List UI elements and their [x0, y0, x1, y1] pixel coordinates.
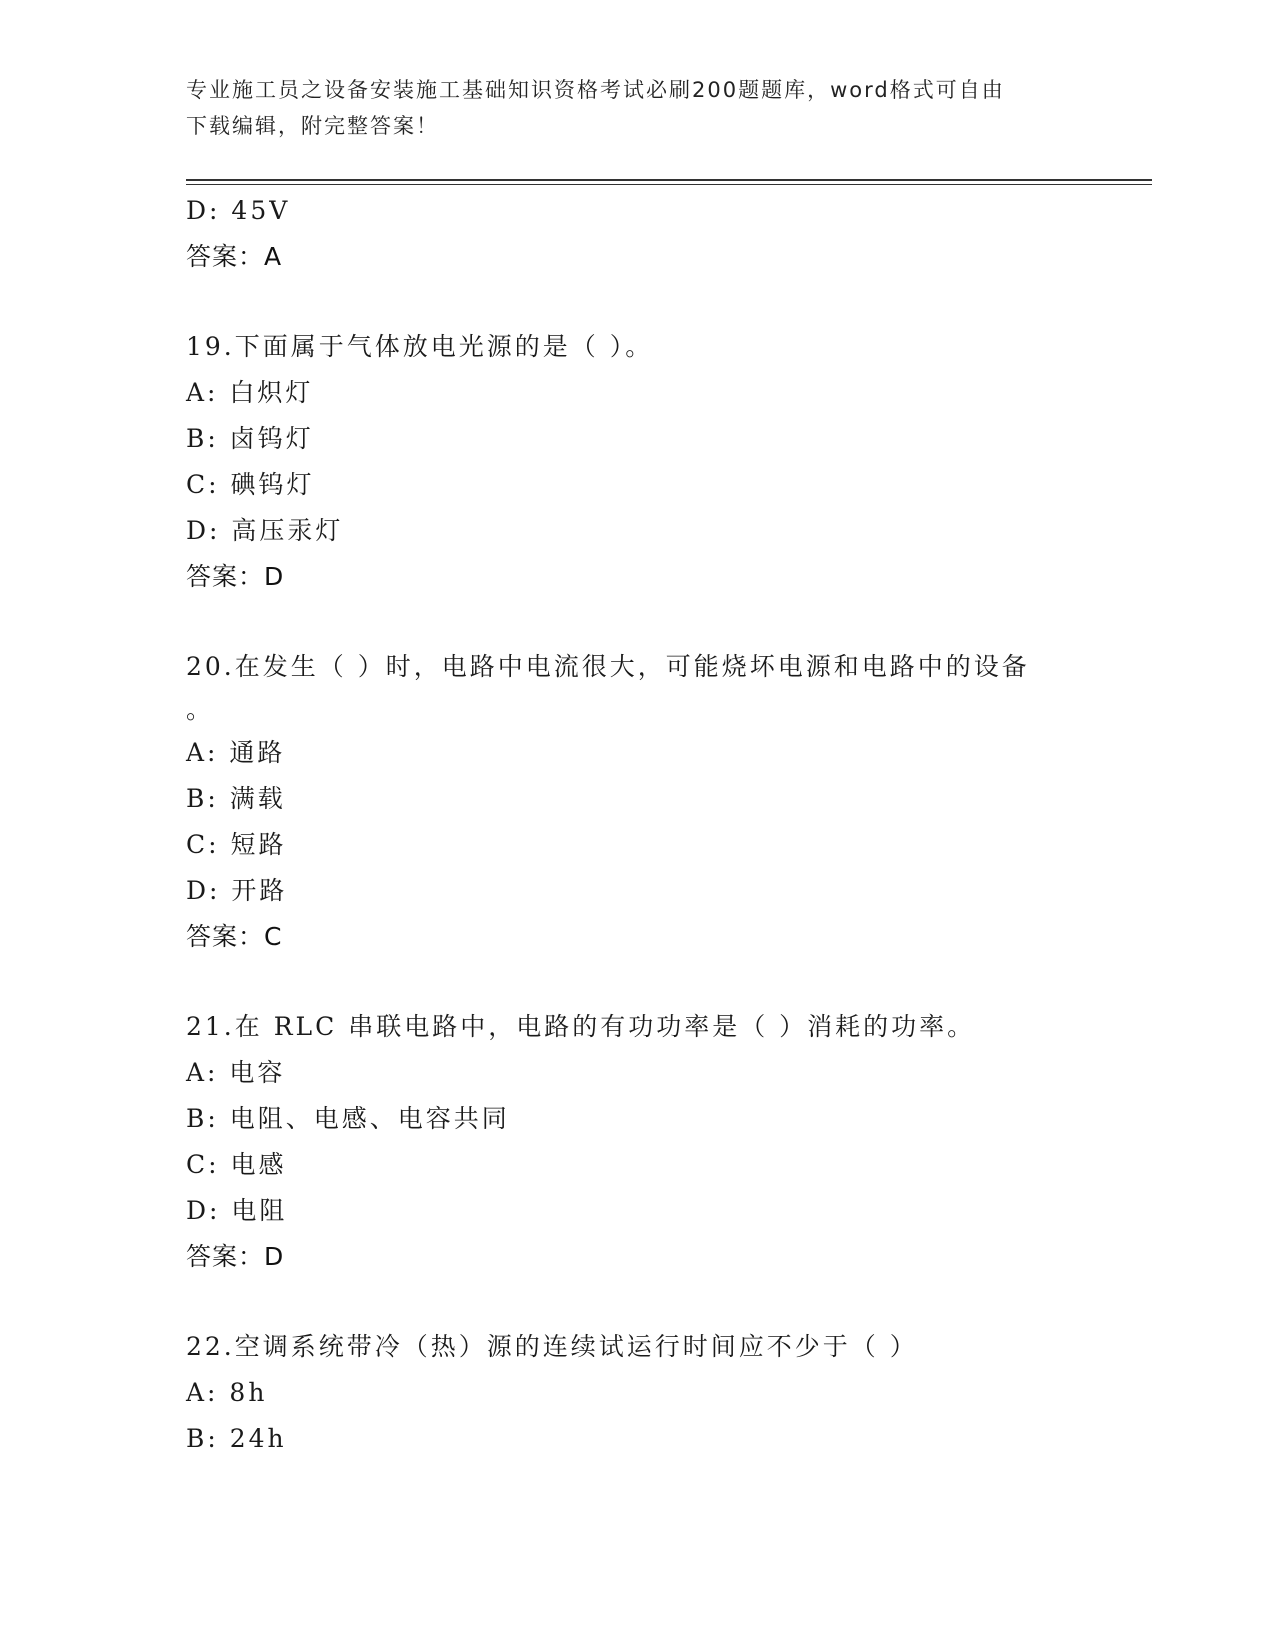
question-22: [186, 1324, 1116, 1462]
option-c: C: 电感: [186, 1150, 287, 1179]
option-a: A: 白炽灯: [186, 378, 314, 407]
header-line-1: 专业施工员之设备安装施工基础知识资格考试必刷200题题库，word格式可自由: [186, 78, 1005, 102]
option-b: B: 卤钨灯: [186, 424, 314, 453]
document-header: [186, 72, 1086, 144]
option-c: C: 短路: [186, 830, 287, 859]
question-stem-continuation: 。: [186, 695, 212, 724]
header-divider-thin: [186, 184, 1152, 185]
option-d: D: 电阻: [186, 1196, 288, 1225]
option-b: B: 电阻、电感、电容共同: [186, 1104, 510, 1133]
header-divider-thick: [186, 179, 1152, 181]
answer: 答案：C: [186, 922, 283, 951]
question-20: [186, 644, 1116, 960]
option-b: B: 24h: [186, 1424, 287, 1453]
answer: 答案：D: [186, 1242, 285, 1271]
question-21: [186, 1004, 1116, 1280]
question-stem: 19.下面属于气体放电光源的是（ ）。: [186, 332, 654, 361]
question-stem: 22.空调系统带冷（热）源的连续试运行时间应不少于（ ）: [186, 1332, 918, 1361]
prev-answer: 答案：A: [186, 242, 283, 271]
option-a: A: 电容: [186, 1058, 286, 1087]
question-19: [186, 324, 1116, 600]
question-stem: 20.在发生（ ）时，电路中电流很大，可能烧坏电源和电路中的设备: [186, 652, 1030, 681]
option-d: D: 开路: [186, 876, 288, 905]
header-line-2: 下载编辑，附完整答案！: [186, 114, 439, 138]
option-d: D: 高压汞灯: [186, 516, 344, 545]
answer: 答案：D: [186, 562, 285, 591]
prev-option-d: D: 45V: [186, 196, 291, 225]
option-a: A: 8h: [186, 1378, 268, 1407]
question-list: [186, 188, 1116, 1462]
question-stem: 21.在 RLC 串联电路中，电路的有功功率是（ ）消耗的功率。: [186, 1012, 976, 1041]
option-c: C: 碘钨灯: [186, 470, 315, 499]
option-b: B: 满载: [186, 784, 286, 813]
option-a: A: 通路: [186, 738, 286, 767]
